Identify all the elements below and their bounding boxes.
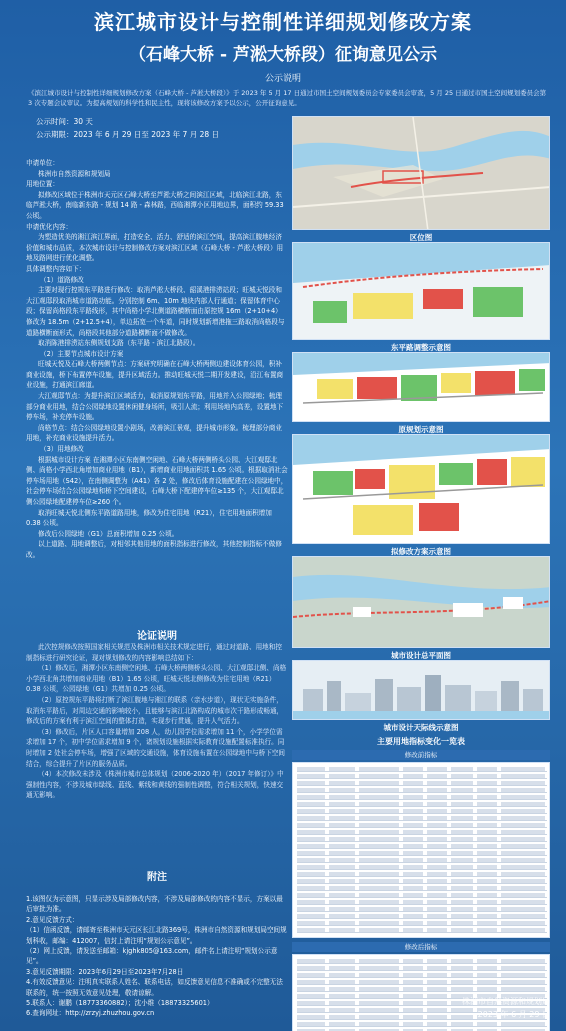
table-row (297, 844, 547, 849)
appendix-n1: 1.该图仅为示意图，只显示涉及局部修改内容，不涉及局部修改的内容不显示，方案以最后审批为准。 (26, 895, 283, 914)
caption-location: 区位图 (409, 233, 433, 242)
intro-paragraph: 《滨江城市设计与控制性详细规划修改方案（石峰大桥 - 芦淞大桥段）》于 2023 年 5 月 17 日通过市国土空间规划委员会专家委员会审查，5 月 25 日通过市国土空间规划委员会第 3 次专题会议审议。为提高规划的科学性和民主性，现将该修改方案予以公示，公开征询意见。 (28, 89, 547, 107)
argument-p3: （2）原控规东平路将打断了滨江腹地与湘江的联系（亲水步道），现状无实施条件，取消东平路后，对周边交通的影响较小，且能够与滨江北路构成的城市次干路形成畅通，修改后的方案有利于滨江空间的整体打造，实现步行贯通，提升人气活力。 (26, 695, 284, 726)
footer-date: 2023 年 6 月 29 日 (477, 1010, 550, 1019)
left-column (26, 158, 288, 561)
table-row (297, 788, 547, 793)
table-title: 主要用地指标变化一览表 (377, 737, 465, 746)
argument-p5: （4）本次修改未涉及《株洲市城市总体规划（2006-2020 年）（2017 年修订）》中强制性内容，不涉及城市绿线、蓝线、紫线和黄线的强制性调整，符合相关规划，快速交通无影响。 (26, 770, 284, 800)
table-row (297, 767, 547, 772)
table-row (297, 809, 547, 814)
proposed-plan-graphic (293, 435, 550, 544)
item3-text2: 取消旺城天悦北侧东平路道路用地，修改为住宅用地（R21），住宅用地面积增加 0.38 公顷。 (26, 508, 272, 528)
table-row (297, 928, 547, 933)
applicant-label: 申请单位： (26, 159, 59, 167)
location-map (292, 116, 550, 230)
item1-text2: 取消陈港排涝站东侧规划支路（东平路 - 滨江北路段）。 (38, 339, 200, 348)
header (0, 0, 566, 100)
table-row (297, 980, 547, 985)
argument-p4: （3）修改后，片区人口容量增加 208 人，幼儿园学位需求增加 11 个，小学学位需求增加 17 个，初中学位需求增加 9 个，诸规划设施根据实际教育设施配置标准执行。同时增加 2 处社会停车场，增强了区域的交通设施，体育设施布置在公园绿地中与桥下空间结合，综合提升了片区的服务品质。 (26, 727, 285, 768)
appendix-n2b: （2）网上反馈，请发送至邮箱：kjghk805@163.com，邮件名上请注明“规划公示意见”。 (26, 947, 278, 966)
east-road-graphic (293, 243, 550, 340)
item3-text3: 修改后公园绿地（G1）总面积增加 0.25 公顷。 (38, 529, 179, 538)
proposed-plan-map (292, 434, 550, 544)
table-row (297, 837, 547, 842)
table-row (297, 900, 547, 905)
argument-p2: （1）修改后，湘潭小区东南侧空闲地、石峰大桥两侧桥头公园、大江观邸北侧、尚格小学西北角共增加商业用地（B1）1.65 公顷，旺城天悦北侧修改为住宅用地（R21）0.38 公顷，公园绿地（G1）共增加 0.25 公顷。 (26, 664, 287, 694)
table-row (297, 774, 547, 779)
period-dates: 公示期限：2023 年 6 月 29 日至 2023 年 7 月 28 日 (36, 130, 220, 139)
appendix-n2: 2.意见反馈方式： (26, 915, 79, 924)
item2-text: 旺城天悦及石峰大桥两侧节点：方案研究明确在石峰大桥两侧边建设体育公园，积补商业设施，桥下布置停车设施，提升区域活力。推动旺城天悦二期开发建设，沿江布置商业设施，打通滨江廊道。 (26, 360, 284, 390)
table-row (297, 907, 547, 912)
table-row (297, 987, 547, 992)
appendix-n5: 5.联系人：谢鹏（18773360882）；沈小维（18873325601） (26, 999, 214, 1008)
original-plan-graphic (293, 353, 550, 422)
argument-p1: 此次控规修改按照国家相关规范及株洲市相关技术规定进行，通过对道路、用地和控制指标进行研究论证，现对规划修改的内容影响总结如下： (26, 643, 282, 662)
table-row (297, 893, 547, 898)
table-before (292, 762, 550, 938)
location-label: 用地位置： (26, 180, 59, 189)
page-title-line1: 滨江城市设计与控制性详细规划修改方案 (94, 10, 472, 34)
east-road-map (292, 242, 550, 340)
caption-original: 原规划示意图 (398, 425, 444, 434)
table-after-title: 修改后指标 (292, 942, 550, 952)
table-row (297, 959, 547, 964)
table-row (297, 872, 547, 877)
table-row (297, 921, 547, 926)
item2-text3: 尚格节点：结合公园绿地设置小剧场，改善滨江景观，提升城市形象。梳理部分商业用地，补充商业设施提升活力。 (26, 423, 282, 443)
overall-design-graphic (293, 557, 550, 648)
appendix-heading: 附注 (147, 872, 167, 883)
table-row (297, 886, 547, 891)
table-row (297, 1022, 547, 1027)
reason-value: 为塑造优美的湘江滨江界面，打造安全、活力、舒适的滨江空间，提高滨江腹地经济价值和城市品质，本次城市设计与控制修改方案对滨江区域（石峰大桥 - 芦淞大桥段）用地及路网进行优化调整。 (26, 233, 284, 263)
appendix-n4: 4.有效反馈意见：注明真实联系人姓名、联系电话，如反馈意见信息不准确或不完整无法联系的，统一按照无效意见处理，敬请谅解。 (26, 978, 283, 997)
appendix-n3: 3.意见反馈期限：2023年6月29日至2023年7月28日 (26, 967, 184, 976)
item2-text2: 大江观邸节点：为提升滨江区域活力，取消原规划东平路，用地并入公园绿地；梳理部分商业用地，结合公园绿地设置休闲健身场所，吸引人流；利用场地内高差，设置地下停车场，补充停车设施。 (26, 392, 284, 422)
table-row (297, 858, 547, 863)
skyline-graphic (293, 661, 550, 720)
table-row (297, 781, 547, 786)
caption-east-road: 东平路调整示意图 (391, 343, 451, 352)
period-days: 公示时间：30 天 (36, 117, 93, 126)
location-map-graphic (293, 117, 550, 230)
table-row (297, 830, 547, 835)
caption-skyline: 城市设计天际线示意图 (383, 723, 459, 732)
table-row (297, 823, 547, 828)
argument-heading: 论证说明 (137, 631, 177, 642)
caption-proposed: 拟修改方案示意图 (391, 547, 451, 556)
item3-text: 根据城市设计方案 在湘潭小区东南侧空闲地、石峰大桥两侧桥头公园、大江观邸北侧、尚格小学西北角增加商业用地（B1），新增商业用地面积共 1.65 公顷。根据取消社会停车场用地（S42），在南侧调整为（A41）各 2 处，修改后体育设施配建在公园绿地中，社会停车场结合公园绿地和桥下空间建设，石峰大桥下配建停车位≥135 个，大江观邸北侧公园绿地配建停车位≥260 个。 (26, 455, 288, 506)
table-row (297, 802, 547, 807)
footer (462, 995, 550, 1021)
table-row (297, 966, 547, 971)
detail-label: 具体调整内容如下： (26, 264, 86, 273)
original-plan-map (292, 352, 550, 422)
skyline-map (292, 660, 550, 720)
table-row (297, 816, 547, 821)
location-value: 拟修改区域位于株洲市天元区石峰大桥至芦淞大桥之间滨江区域，北临滨江北路，东临芦淞大桥，南临新东路 - 规划 14 路 - 森林路，西临湘潭小区用地边界，面积约 59.33 公顷。 (26, 190, 284, 220)
table-before-title: 修改前指标 (292, 750, 550, 760)
appendix-n2a: （1）信函反馈，请邮寄至株洲市天元区长江北路369号，株洲市自然资源和规划局空间规划科收，邮编：412007，信封上请注明“规划公示意见”。 (26, 926, 287, 945)
item1-heading: （1）道路修改 (40, 275, 84, 284)
table-row (297, 865, 547, 870)
applicant-value: 株洲市自然资源和规划局 (38, 169, 111, 178)
appendix-n6[interactable]: 6.查询网址：http://zrzyj.zhuzhou.gov.cn (26, 1009, 155, 1018)
item3-text4: 以上道路、用地调整后，对相邻其他用地的面积指标进行修改，其他控制指标不做修改。 (26, 540, 282, 559)
overall-design-map (292, 556, 550, 648)
appendix-body (26, 894, 288, 1019)
reason-label: 申请优化内容： (26, 222, 73, 231)
item2-heading: （2）主要节点城市设计方案 (40, 349, 124, 358)
page-subtitle: 公示说明 (264, 74, 301, 84)
item3-heading: （3）用地修改 (40, 445, 84, 454)
table-row (297, 795, 547, 800)
caption-overall: 城市设计总平面图 (391, 651, 451, 660)
table-row (297, 914, 547, 919)
table-row (297, 973, 547, 978)
item1-text: 主要对现行控规东平路进行修改：取消芦淞大桥段、韶溪港排涝站段；旺城天悦段和大江观邸段取消城市道路功能。分别控制 6m、10m 地块内部人行通道；保留体育中心段；保留尚格段东平路线形，其中尚格小学北侧道路横断面由原控规 16m（2+10+4）修改为 18.5m（2+12.5+4），单边拓宽一个车道，同时规划新增港拖三路取消尚格段与道路横断面形式，尚格段其他部分道路横断面不做修改。 (26, 286, 285, 337)
argument-body (26, 642, 288, 801)
page-title-line2: （石峰大桥 - 芦淞大桥段）征询意见公示 (129, 45, 437, 65)
footer-org: 株洲市自然资源和规划局 (462, 997, 550, 1006)
table-row (297, 851, 547, 856)
table-row (297, 879, 547, 884)
